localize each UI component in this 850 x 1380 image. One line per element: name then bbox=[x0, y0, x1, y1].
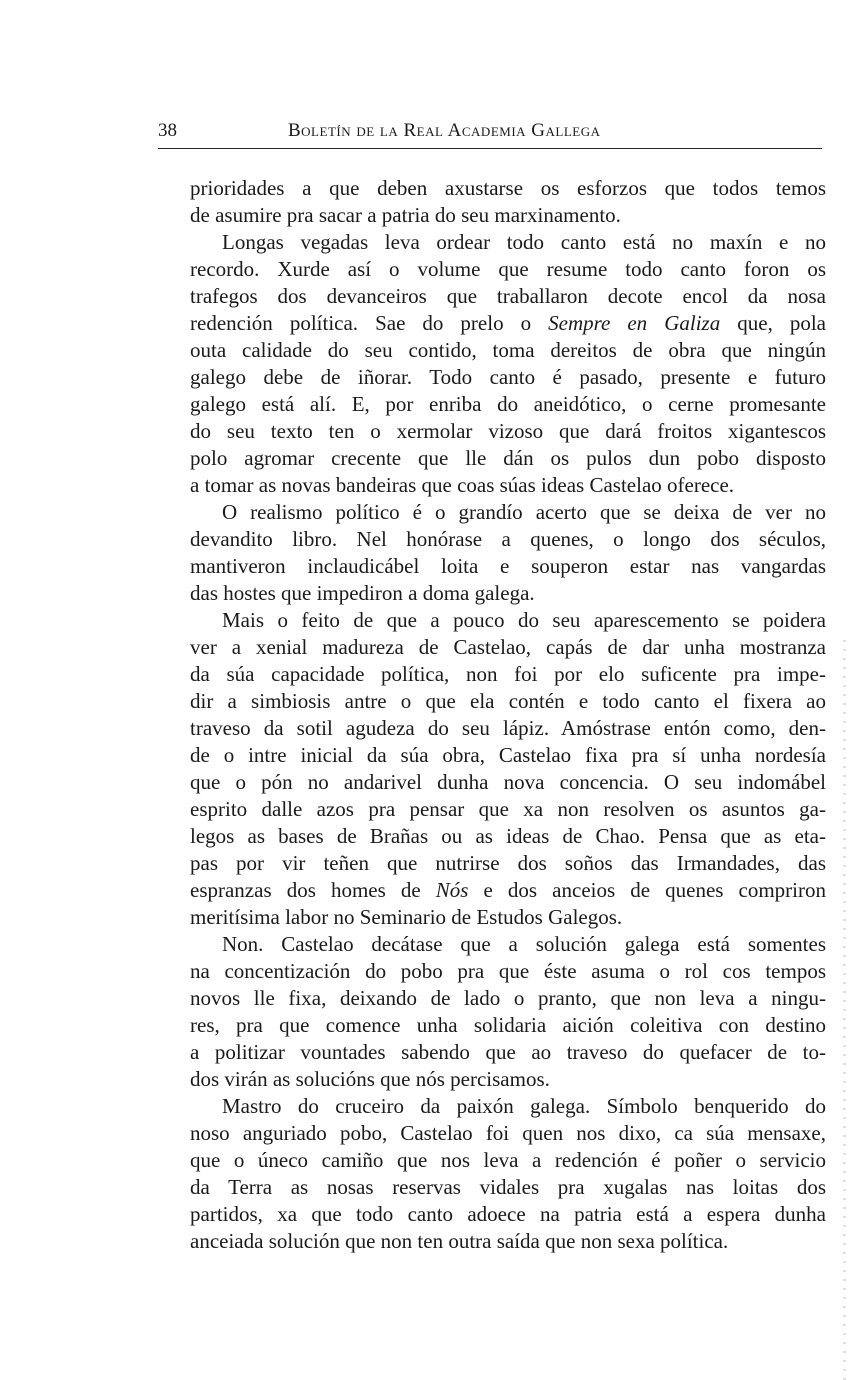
text-line: polo agromar crecente que lle dán os pulos dun pobo disposto bbox=[190, 446, 826, 470]
text-line: do seu texto ten o xermolar vizoso que dará froitos xigantescos bbox=[190, 419, 826, 443]
paragraph bbox=[158, 175, 826, 229]
text-line: prioridades a que deben axustarse os esforzos que todos temos bbox=[190, 176, 826, 200]
text-line: mantiveron inclaudicábel loita e souperon estar nas vangardas bbox=[190, 554, 826, 578]
paragraph bbox=[158, 499, 826, 607]
text-line: de asumire pra sacar a patria do seu marxinamento. bbox=[190, 203, 621, 227]
article-body bbox=[158, 175, 826, 1255]
text-line: Mais o feito de que a pouco do seu aparescemento se poidera bbox=[222, 608, 826, 632]
text-line: devandito libro. Nel honórase a quenes, o longo dos séculos, bbox=[190, 527, 826, 551]
text-line: trafegos dos devanceiros que traballaron decote encol da nosa bbox=[190, 284, 826, 308]
text-line: outa calidade do seu contido, toma dereitos de obra que ningún bbox=[190, 338, 826, 362]
text-line: O realismo político é o grandío acerto que se deixa de ver no bbox=[222, 500, 826, 524]
text-line: pas por vir teñen que nutrirse dos soños das Irmandades, das bbox=[190, 851, 826, 875]
text-line: galego debe de iñorar. Todo canto é pasado, presente e futuro bbox=[190, 365, 826, 389]
scan-edge-artifact bbox=[843, 640, 846, 1380]
text-line: das hostes que impediron a doma galega. bbox=[190, 581, 535, 605]
running-header bbox=[158, 118, 822, 149]
text-line: noso anguriado pobo, Castelao foi quen nos dixo, ca súa mensaxe, bbox=[190, 1121, 826, 1145]
text-line: Longas vegadas leva ordear todo canto está no maxín e no bbox=[222, 230, 826, 254]
text-line: esprito dalle azos pra pensar que xa non resolven os asuntos ga- bbox=[190, 797, 826, 821]
text-line: galego está alí. E, por enriba do aneidótico, o cerne promesante bbox=[190, 392, 826, 416]
text-line: a politizar vountades sabendo que ao traveso do quefacer de to- bbox=[190, 1040, 826, 1064]
text-line: ver a xenial madureza de Castelao, capás de dar unha mostranza bbox=[190, 635, 826, 659]
text-line: traveso da sotil agudeza do seu lápiz. Amóstrase entón como, den- bbox=[190, 716, 826, 740]
text-line: partidos, xa que todo canto adoece na patria está a espera dunha bbox=[190, 1202, 826, 1226]
paragraph bbox=[158, 1093, 826, 1255]
text-line: a tomar as novas bandeiras que coas súas ideas Castelao oferece. bbox=[190, 473, 735, 497]
text-line: meritísima labor no Seminario de Estudos Galegos. bbox=[190, 905, 623, 929]
text-line: Non. Castelao decátase que a solución galega está somentes bbox=[222, 932, 826, 956]
text-line: de o intre inicial da súa obra, Castelao fixa pra sí unha nordesía bbox=[190, 743, 826, 767]
text-line: da súa capacidade política, non foi por elo suficente pra impe- bbox=[190, 662, 826, 686]
text-line: redención política. Sae do prelo o Sempre en Galiza que, pola bbox=[190, 311, 826, 335]
text-line: recordo. Xurde así o volume que resume todo canto foron os bbox=[190, 257, 826, 281]
text-line: espranzas dos homes de Nós e dos anceios de quenes compriron bbox=[190, 878, 826, 902]
text-line: novos lle fixa, deixando de lado o pranto, que non leva a ningu- bbox=[190, 986, 826, 1010]
text-line: dir a simbiosis antre o que ela contén e todo canto el fixera ao bbox=[190, 689, 826, 713]
text-line: anceiada solución que non ten outra saída que non sexa política. bbox=[190, 1229, 729, 1253]
paragraph bbox=[158, 607, 826, 931]
text-line: Mastro do cruceiro da paixón galega. Símbolo benquerido do bbox=[222, 1094, 826, 1118]
text-line: dos virán as solucións que nós percisamos. bbox=[190, 1067, 550, 1091]
paragraph bbox=[158, 931, 826, 1093]
text-line: da Terra as nosas reservas vidales pra xugalas nas loitas dos bbox=[190, 1175, 826, 1199]
text-line: na concentización do pobo pra que éste asuma o rol cos tempos bbox=[190, 959, 826, 983]
journal-title: Boletín de la Real Academia Gallega bbox=[288, 120, 601, 141]
text-line: que o úneco camiño que nos leva a redención é poñer o servicio bbox=[190, 1148, 826, 1172]
text-line: legos as bases de Brañas ou as ideas de Chao. Pensa que as eta- bbox=[190, 824, 826, 848]
text-line: que o pón no andarivel dunha nova concencia. O seu indomábel bbox=[190, 770, 826, 794]
text-line: res, pra que comence unha solidaria aición coleitiva con destino bbox=[190, 1013, 826, 1037]
page-number: 38 bbox=[158, 120, 177, 141]
paragraph bbox=[158, 229, 826, 499]
